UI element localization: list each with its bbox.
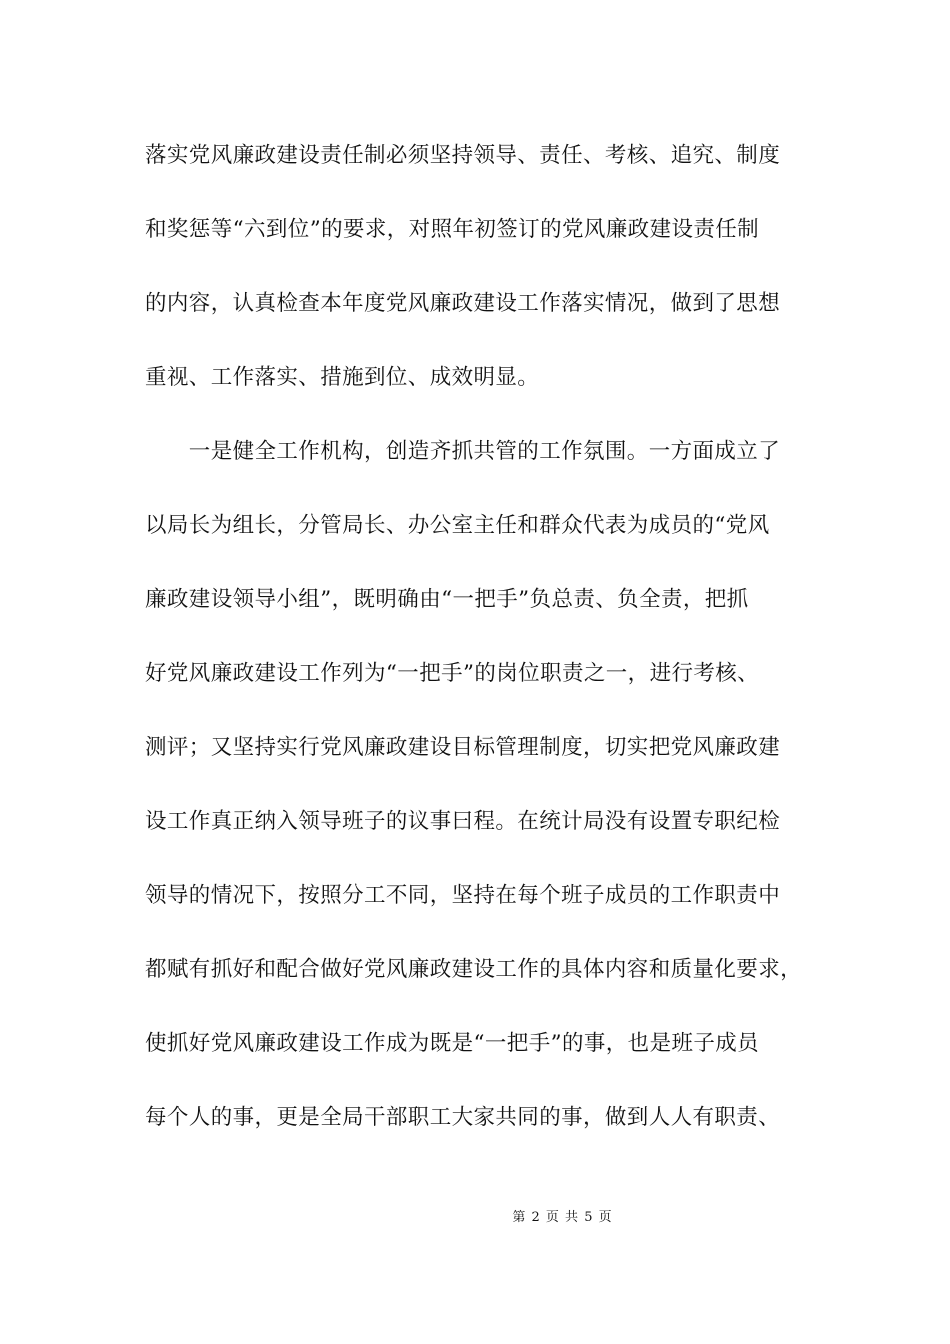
text-line: 都赋有抓好和配合做好党风廉政建设工作的具体内容和质量化要求， <box>145 957 803 982</box>
text-line: 使抓好党风廉政建设工作成为既是“一把手”的事，也是班子成员 <box>145 1031 760 1056</box>
text-line: 一是健全工作机构，创造齐抓共管的工作氛围。一方面成立了 <box>145 439 781 464</box>
text-line: 好党风廉政建设工作列为“一把手”的岗位职责之一，进行考核、 <box>145 661 760 686</box>
text-line: 领导的情况下，按照分工不同，坚持在每个班子成员的工作职责中 <box>145 883 781 908</box>
text-line: 的内容，认真检查本年度党风廉政建设工作落实情况，做到了思想 <box>145 291 781 316</box>
body-text <box>145 133 825 1169</box>
text-line: 以局长为组长，分管局长、办公室主任和群众代表为成员的“党风 <box>145 513 770 538</box>
page-footer <box>0 1206 950 1225</box>
text-line: 重视、工作落实、措施到位、成效明显。 <box>145 365 540 390</box>
text-line: 廉政建设领导小组”，既明确由“一把手”负总责、负全责，把抓 <box>145 587 749 612</box>
text-line: 和奖惩等“六到位”的要求，对照年初签订的党风廉政建设责任制 <box>145 217 760 242</box>
page-number: 第 2 页 共 5 页 <box>512 1210 613 1225</box>
text-line: 每个人的事，更是全局干部职工大家共同的事，做到人人有职责、 <box>145 1105 781 1130</box>
text-line: 测评；又坚持实行党风廉政建设目标管理制度，切实把党风廉政建 <box>145 735 781 760</box>
text-line: 设工作真正纳入领导班子的议事曰程。在统计局没有设置专职纪检 <box>145 809 781 834</box>
text-line: 落实党风廉政建设责任制必须坚持领导、责任、考核、追究、制度 <box>145 143 781 168</box>
